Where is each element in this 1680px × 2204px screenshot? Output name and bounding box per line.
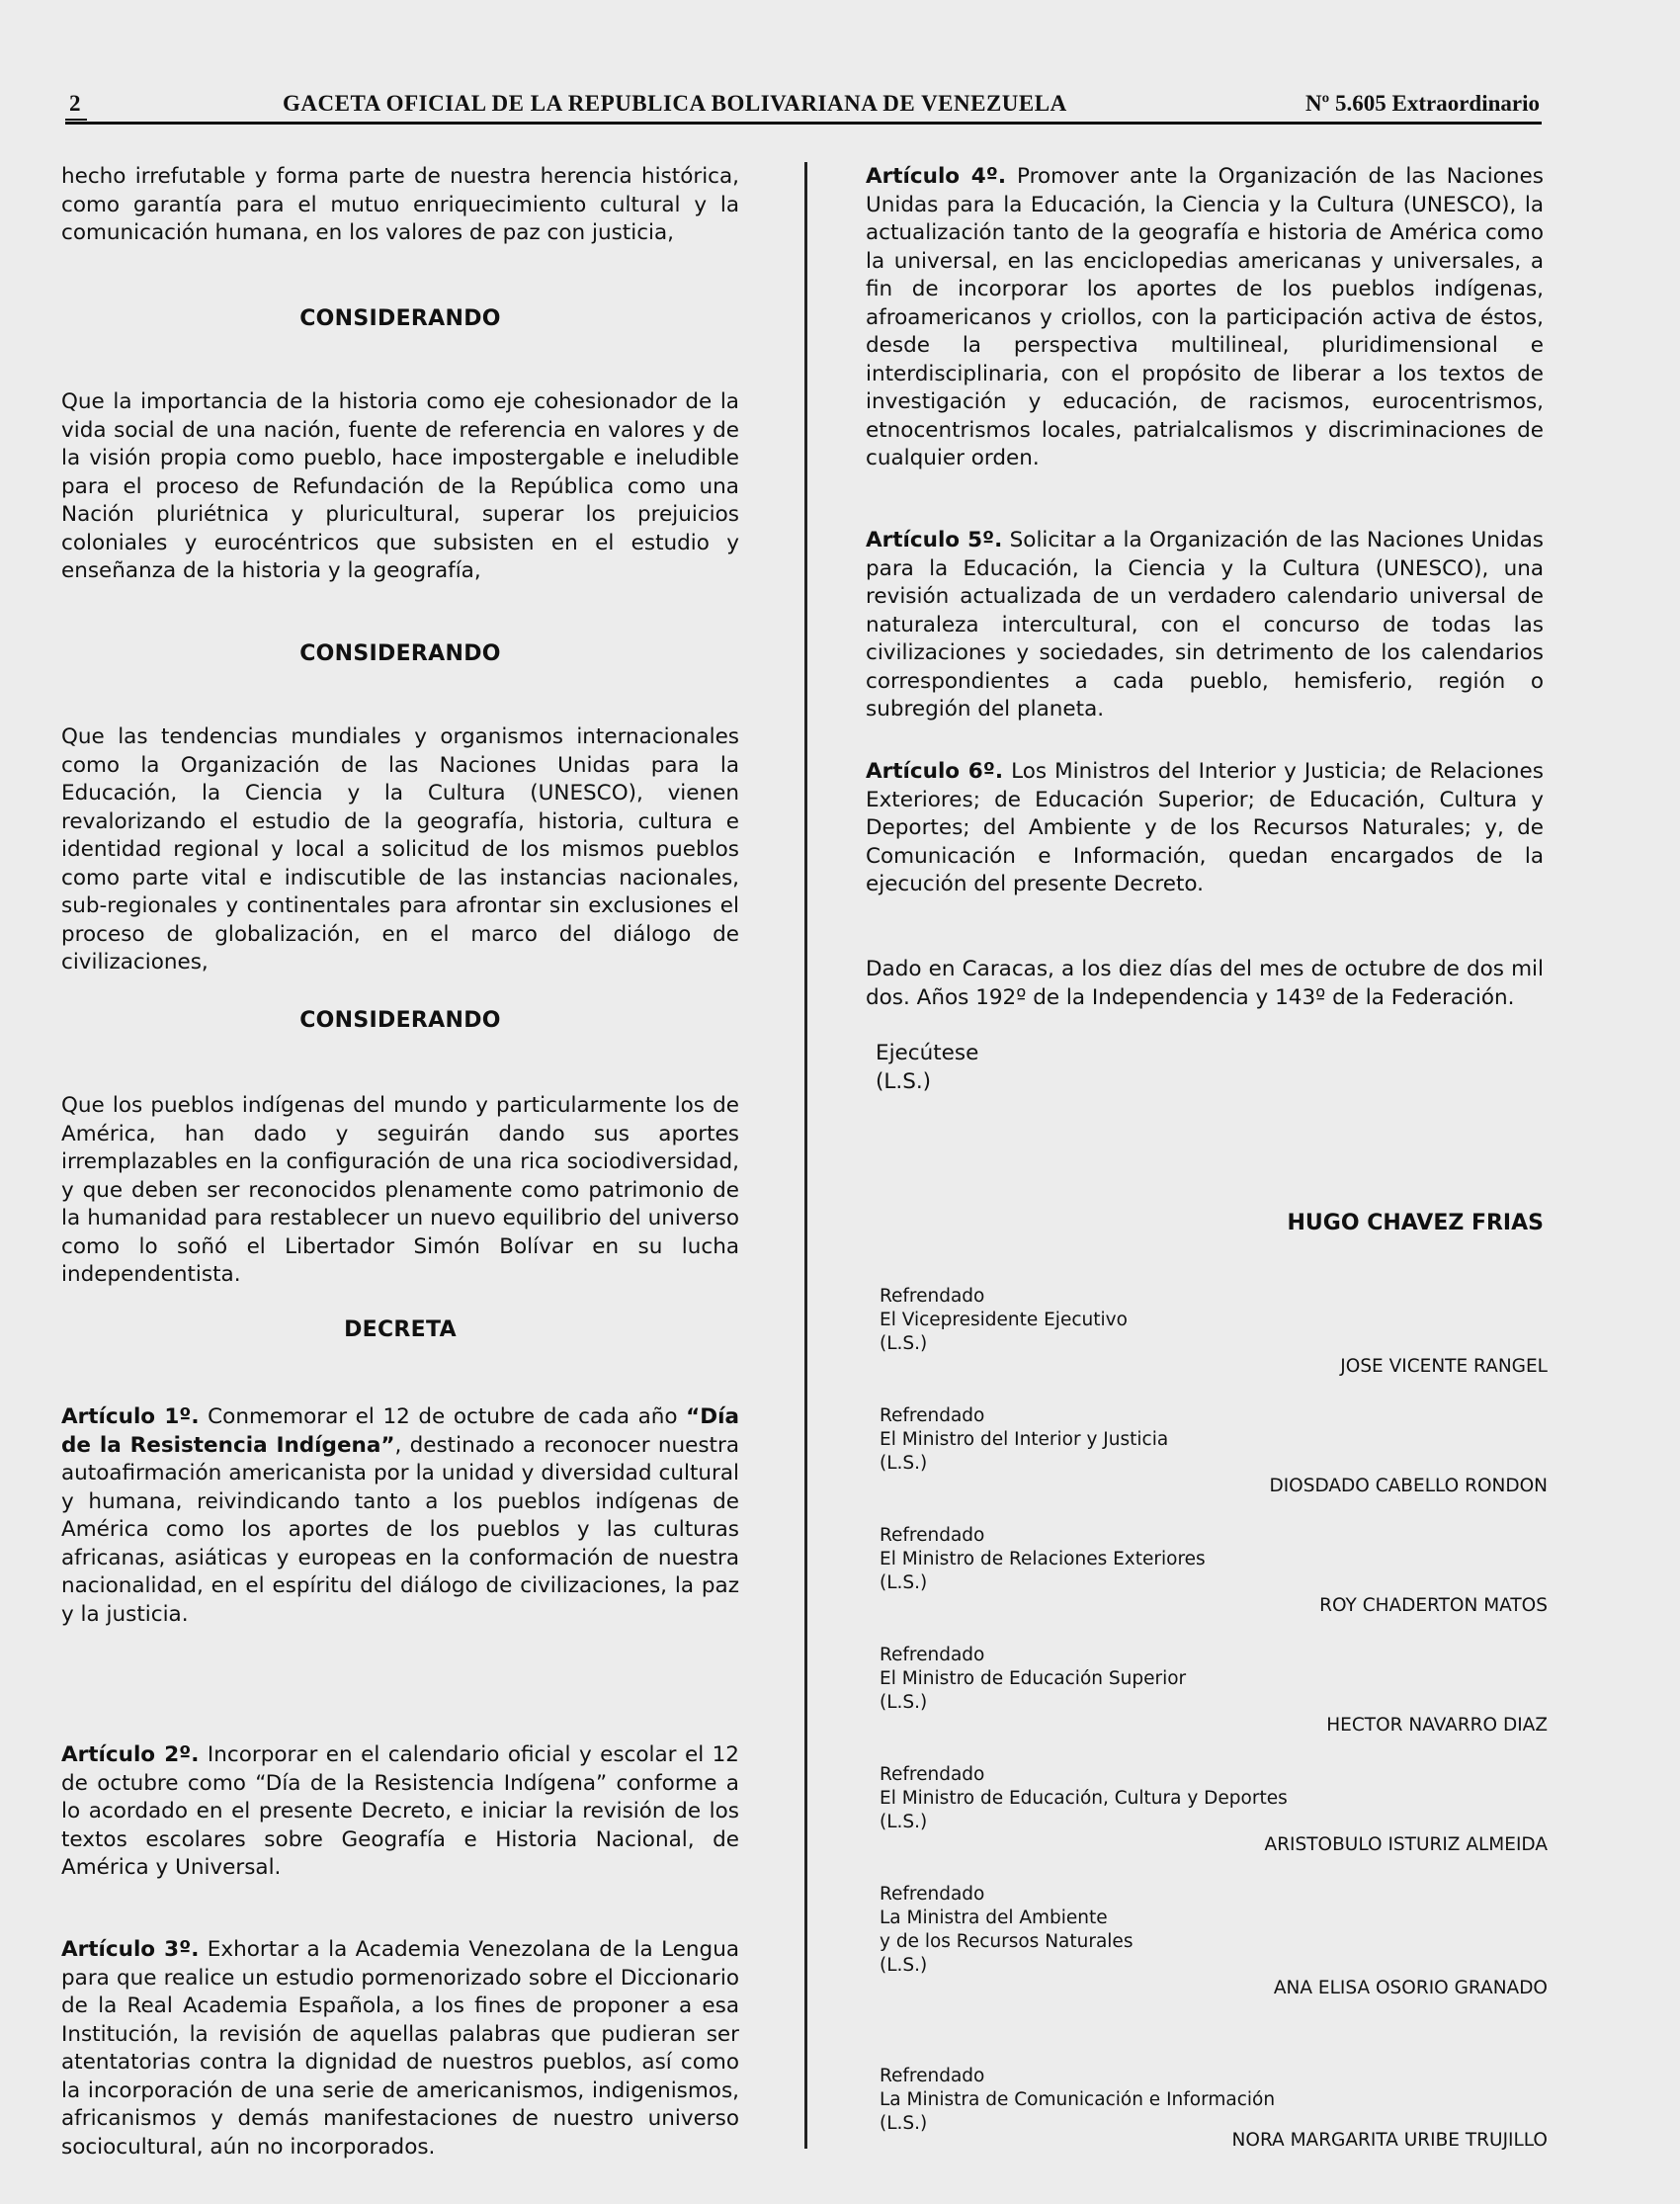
dado-en-caracas: Dado en Caracas, a los diez días del mes de octubre de dos mil dos. Años 192º de la Independencia y 143º de la Federación. [866, 957, 1544, 1010]
signature-line: Refrendado [880, 1405, 985, 1426]
signature-line: (L.S.) [880, 1692, 928, 1713]
considerando-heading-2: CONSIDERANDO [299, 641, 501, 666]
articulo-3 [61, 1936, 739, 2162]
page-header [65, 91, 1542, 125]
signature-line: Refrendado [880, 1645, 985, 1665]
articulo-1 [61, 1403, 739, 1629]
articulo-1-label: Artículo 1º. [61, 1404, 200, 1429]
gazette-title: GACETA OFICIAL DE LA REPUBLICA BOLIVARIANA DE VENEZUELA [283, 91, 1067, 116]
signature-line: El Ministro del Interior y Justicia [880, 1429, 1169, 1450]
articulo-2-label: Artículo 2º. [61, 1742, 200, 1767]
issue-number: Nº 5.605 Extraordinario [1305, 91, 1540, 116]
articulo-1-pre: Conmemorar el 12 de octubre de cada año [199, 1404, 687, 1429]
intro-paragraph: hecho irrefutable y forma parte de nuestra herencia histórica, como garantía para el mutuo enriquecimiento cultural y la comunicación humana, en los valores de paz con justicia, [61, 164, 739, 245]
signature-line: El Vicepresidente Ejecutivo [880, 1310, 1128, 1330]
ejecutese-ls: (L.S.) [876, 1069, 932, 1094]
signature-block [880, 1404, 1548, 1503]
decreta-heading: DECRETA [344, 1317, 457, 1342]
signatory-name: JOSE VICENTE RANGEL [1340, 1356, 1548, 1377]
articulo-5-text: Solicitar a la Organización de las Naciones Unidas para la Educación, la Ciencia y la Cultura (UNESCO), una revisión actualizada de un verdadero calendario universal de naturaleza intercultural, con el concurso de todas las civilizaciones y sociedades, sin detrimento de los calendarios correspondientes a cada pueblo, hemisferio, región o subregión del planeta. [866, 528, 1544, 721]
page-number: 2 [69, 91, 81, 116]
signature-line: (L.S.) [880, 1572, 928, 1593]
signature-block [880, 1644, 1548, 1742]
signatory-name: NORA MARGARITA URIBE TRUJILLO [1231, 2130, 1548, 2151]
signature-line: (L.S.) [880, 1955, 928, 1976]
articulo-1-day-name: “Día de la Resistencia Indígena” [61, 1404, 739, 1458]
articulo-2-text: Incorporar en el calendario oficial y escolar el 12 de octubre como “Día de la Resistencia Indígena” conforme a lo acordado en el presente Decreto, e iniciar la revisión de los textos escolares sobre Geografía e Historia Nacional, de América y Universal. [61, 1742, 739, 1880]
considerando-text-3: Que los pueblos indígenas del mundo y particularmente los de América, han dado y seguirán dando sus aportes irremplazables en la configuración de una rica sociodiversidad, y que deben ser reconocidos plenamente como patrimonio de la humanidad para restablecer un nuevo equilibrio del universo como lo soñó el Libertador Simón Bolívar en su lucha independentista. [61, 1093, 739, 1287]
considerando-heading-1: CONSIDERANDO [299, 306, 501, 331]
considerando-heading-3: CONSIDERANDO [299, 1008, 501, 1033]
signature-line: El Ministro de Relaciones Exteriores [880, 1549, 1206, 1569]
articulo-5 [866, 527, 1544, 724]
signature-line: y de los Recursos Naturales [880, 1931, 1134, 1952]
signature-block [880, 1524, 1548, 1623]
page-number-underline [65, 119, 87, 121]
signature-line: (L.S.) [880, 2113, 928, 2134]
signature-line: Refrendado [880, 1884, 985, 1905]
signature-line: La Ministra de Comunicación e Información [880, 2089, 1276, 2110]
signature-line: (L.S.) [880, 1453, 928, 1474]
signature-line: (L.S.) [880, 1333, 928, 1354]
signature-line: La Ministra del Ambiente [880, 1907, 1108, 1928]
articulo-4-label: Artículo 4º. [866, 164, 1006, 189]
column-divider [804, 162, 807, 2149]
signature-block [880, 2065, 1548, 2163]
signature-line: El Ministro de Educación Superior [880, 1668, 1187, 1689]
signatory-name: HECTOR NAVARRO DIAZ [1326, 1715, 1548, 1736]
articulo-6 [866, 758, 1544, 899]
articulo-6-text: Los Ministros del Interior y Justicia; de Relaciones Exteriores; de Educación Superior; de Educación, Cultura y Deportes; del Ambiente y de los Recursos Naturales; y, de Comunicación e Información, quedan encargados de la ejecución del presente Decreto. [866, 759, 1544, 896]
ejecutese-label: Ejecútese [876, 1041, 979, 1065]
signature-line: Refrendado [880, 2066, 985, 2086]
articulo-3-text: Exhortar a la Academia Venezolana de la Lengua para que realice un estudio pormenorizado sobre el Diccionario de la Real Academia Española, a los fines de proponer a esa Institución, la revisión de aquellas palabras que pudieran ser atentatorias contra la dignidad de nuestros pueblos, así como la incorporación de una serie de americanismos, indigenismos, africanismos y demás manifestaciones de nuestro universo sociocultural, aún no incorporados. [61, 1937, 739, 2160]
articulo-6-label: Artículo 6º. [866, 759, 1004, 784]
signature-line: El Ministro de Educación, Cultura y Deportes [880, 1788, 1288, 1809]
signature-line: (L.S.) [880, 1812, 928, 1832]
articulo-4-text: Promover ante la Organización de las Naciones Unidas para la Educación, la Ciencia y la Cultura (UNESCO), la actualización tanto de la geografía e historia de América como la universal, en las enciclopedias americanas y universales, a fin de incorporar los aportes de los pueblos indígenas, afroamericanos y criollos, con la participación activa de éstos, desde la perspectiva multilineal, pluridimensional e interdisciplinaria, con el propósito de liberar a los textos de investigación y educación, de racismos, eurocentrismos, etnocentrismos locales, patrialcalismos y discriminaciones de cualquier orden. [866, 164, 1544, 470]
articulo-5-label: Artículo 5º. [866, 528, 1003, 552]
signature-line: Refrendado [880, 1286, 985, 1307]
signatory-name: DIOSDADO CABELLO RONDON [1269, 1476, 1548, 1496]
considerando-text-1: Que la importancia de la historia como eje cohesionador de la vida social de una nación, fuente de referencia en valores y de la visión propia como pueblo, hace impostergable e ineludible para el proceso de Refundación de la República como una Nación pluriétnica y pluricultural, superar los prejuicios coloniales y eurocéntricos que subsisten en el estudio y enseñanza de la historia y la geografía, [61, 389, 739, 583]
signature-block [880, 1883, 1548, 2006]
signature-block [880, 1285, 1548, 1384]
signature-line: Refrendado [880, 1764, 985, 1785]
signature-line: Refrendado [880, 1525, 985, 1546]
articulo-2 [61, 1741, 739, 1883]
articulo-4 [866, 163, 1544, 473]
signatory-name: ARISTOBULO ISTURIZ ALMEIDA [1264, 1834, 1548, 1855]
signature-block [880, 1763, 1548, 1862]
articulo-1-post: , destinado a reconocer nuestra autoafirmación americanista por la unidad y diversidad cultural y humana, reivindicando tanto a los pueblos indígenas de América como los aportes de los pueblos y las culturas africanas, asiáticas y europeas en la conformación de nuestra nacionalidad, en el espíritu del diálogo de civilizaciones, la paz y la justicia. [61, 1432, 740, 1627]
signatory-name: ROY CHADERTON MATOS [1319, 1595, 1548, 1616]
signatory-name: ANA ELISA OSORIO GRANADO [1273, 1978, 1548, 1998]
president-signature: HUGO CHAVEZ FRIAS [1287, 1211, 1544, 1235]
articulo-3-label: Artículo 3º. [61, 1937, 200, 1962]
considerando-text-2: Que las tendencias mundiales y organismos internacionales como la Organización de las Naciones Unidas para la Educación, la Ciencia y la Cultura (UNESCO), vienen revalorizando el estudio de la geografía, historia, cultura e identidad regional y local a solicitud de los mismos pueblos como parte vital e indiscutible de las instancias nacionales, sub-regionales y continentales para afrontar sin exclusiones el proceso de globalización, en el marco del diálogo de civilizaciones, [61, 724, 739, 975]
